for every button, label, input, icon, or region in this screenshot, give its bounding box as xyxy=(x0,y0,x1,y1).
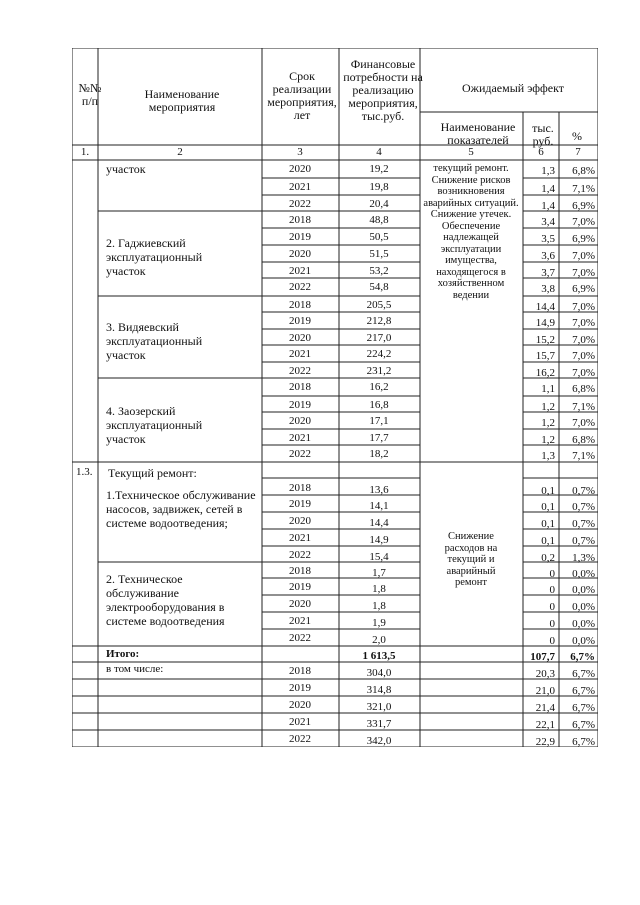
rub-cell: 21,0 xyxy=(535,685,555,697)
pct-cell: 6,9% xyxy=(572,233,595,245)
year-cell: 2020 xyxy=(289,699,311,711)
year-cell: 2021 xyxy=(289,716,311,728)
header-effect: Ожидаемый эффект xyxy=(461,81,565,95)
pct-cell: 7,1% xyxy=(572,450,595,462)
year-cell: 2020 xyxy=(289,163,311,175)
pct-cell: 7,0% xyxy=(572,350,595,362)
year-cell: 2022 xyxy=(289,549,311,561)
rub-cell: 14,9 xyxy=(535,317,555,329)
total-fin: 1 613,5 xyxy=(362,650,396,662)
pct-cell: 6,7% xyxy=(572,736,595,748)
rub-cell: 22,9 xyxy=(535,736,555,748)
incl-label: в том числе: xyxy=(106,663,164,675)
pct-cell: 0,7% xyxy=(572,501,595,513)
pct-cell: 7,0% xyxy=(572,367,595,379)
total-rub: 107,7 xyxy=(530,651,555,663)
fin-cell: 212,8 xyxy=(366,315,392,327)
fin-cell: 1,8 xyxy=(372,583,386,595)
rub-cell: 16,2 xyxy=(535,367,555,379)
rub-cell: 22,1 xyxy=(535,719,555,731)
fin-cell: 54,8 xyxy=(369,281,389,293)
pct-cell: 7,0% xyxy=(572,250,595,262)
pct-cell: 7,0% xyxy=(572,334,595,346)
rub-cell: 1,3 xyxy=(541,450,555,462)
rub-cell: 3,4 xyxy=(541,216,555,228)
pct-cell: 7,0% xyxy=(572,317,595,329)
fin-cell: 2,0 xyxy=(372,634,386,646)
fin-cell: 17,7 xyxy=(369,432,389,444)
fin-cell: 16,8 xyxy=(369,399,389,411)
rub-cell: 0 xyxy=(549,618,555,630)
rub-cell: 21,4 xyxy=(535,702,555,714)
fin-cell: 17,1 xyxy=(369,415,389,427)
header-fin: Финансовые потребности на реализацию мероприятия, тыс.руб. xyxy=(343,57,423,123)
year-cell: 2018 xyxy=(289,381,311,393)
year-cell: 2020 xyxy=(289,598,311,610)
pct-cell: 6,8% xyxy=(572,165,595,177)
measure-name: 2. Техническое обслуживание электрооборудования в системе водоотведения xyxy=(106,572,225,628)
year-cell: 2020 xyxy=(289,332,311,344)
fin-cell: 19,8 xyxy=(369,181,389,193)
pct-cell: 0,7% xyxy=(572,535,595,547)
pct-cell: 7,0% xyxy=(572,267,595,279)
header-name: Наименование мероприятия xyxy=(144,87,220,114)
year-cell: 2019 xyxy=(289,399,311,411)
fin-cell: 1,8 xyxy=(372,600,386,612)
rub-cell: 15,2 xyxy=(535,334,555,346)
rub-cell: 3,8 xyxy=(541,283,555,295)
rub-cell: 1,2 xyxy=(541,434,555,446)
year-cell: 2020 xyxy=(289,515,311,527)
measure-name: 1.Техническое обслуживание насосов, задвижек, сетей в системе водоотведения; xyxy=(106,488,256,530)
measure-name: 3. Видяевский эксплуатационный участок xyxy=(106,320,203,362)
column-number: 3 xyxy=(297,146,303,158)
year-cell: 2019 xyxy=(289,682,311,694)
year-cell: 2018 xyxy=(289,214,311,226)
pct-cell: 6,9% xyxy=(572,283,595,295)
fin-cell: 14,1 xyxy=(369,500,389,512)
fin-cell: 304,0 xyxy=(366,667,392,679)
section-number: 1.3. xyxy=(76,466,93,478)
total-label: Итого: xyxy=(106,648,140,660)
pct-cell: 7,0% xyxy=(572,301,595,313)
pct-cell: 7,0% xyxy=(572,417,595,429)
rub-cell: 0 xyxy=(549,635,555,647)
header-num: №№ п/п xyxy=(78,81,102,108)
rub-cell: 1,4 xyxy=(541,183,555,195)
pct-cell: 0,0% xyxy=(572,601,595,613)
effect-text: текущий ремонт. Снижение рисков возникновения аварийных ситуаций. Снижение утечек. Обеспечение надлежащей эксплуатации имущества, находящегося в хозяйственном ведении xyxy=(423,163,519,301)
column-number: 5 xyxy=(468,146,474,158)
measure-name: 2. Гаджиевский эксплуатационный участок xyxy=(106,236,203,278)
rub-cell: 0,2 xyxy=(541,552,555,564)
rub-cell: 15,7 xyxy=(535,350,555,362)
effect-text: Снижение расходов на текущий и аварийный ремонт xyxy=(444,531,498,588)
pct-cell: 6,8% xyxy=(572,434,595,446)
fin-cell: 217,0 xyxy=(366,332,392,344)
pct-cell: 0,0% xyxy=(572,568,595,580)
year-cell: 2019 xyxy=(289,498,311,510)
column-number: 4 xyxy=(376,146,382,158)
year-cell: 2021 xyxy=(289,348,311,360)
year-cell: 2022 xyxy=(289,198,311,210)
measures-table xyxy=(72,48,598,747)
year-cell: 2018 xyxy=(289,565,311,577)
column-number: 2 xyxy=(177,146,183,158)
rub-cell: 1,2 xyxy=(541,417,555,429)
year-cell: 2020 xyxy=(289,415,311,427)
fin-cell: 321,0 xyxy=(366,701,392,713)
header-indicators: Наименование показателей xyxy=(440,120,516,147)
year-cell: 2021 xyxy=(289,615,311,627)
fin-cell: 14,4 xyxy=(369,517,389,529)
header-term: Срок реализации мероприятия, лет xyxy=(267,69,337,122)
pct-cell: 6,7% xyxy=(572,719,595,731)
rub-cell: 0,1 xyxy=(541,485,555,497)
pct-cell: 0,0% xyxy=(572,635,595,647)
pct-cell: 0,7% xyxy=(572,485,595,497)
fin-cell: 50,5 xyxy=(369,231,389,243)
fin-cell: 19,2 xyxy=(369,163,389,175)
year-cell: 2020 xyxy=(289,248,311,260)
fin-cell: 20,4 xyxy=(369,198,389,210)
fin-cell: 48,8 xyxy=(369,214,389,226)
year-cell: 2019 xyxy=(289,231,311,243)
total-pct: 6,7% xyxy=(570,651,595,663)
rub-cell: 0 xyxy=(549,584,555,596)
pct-cell: 7,1% xyxy=(572,401,595,413)
fin-cell: 18,2 xyxy=(369,448,389,460)
year-cell: 2021 xyxy=(289,181,311,193)
year-cell: 2019 xyxy=(289,581,311,593)
rub-cell: 1,4 xyxy=(541,200,555,212)
header-rub: тыс. руб. xyxy=(532,121,554,148)
column-number: 7 xyxy=(575,146,581,158)
measure-name: 4. Заозерский эксплуатационный участок xyxy=(106,404,203,446)
pct-cell: 6,9% xyxy=(572,200,595,212)
year-cell: 2021 xyxy=(289,532,311,544)
fin-cell: 16,2 xyxy=(369,381,389,393)
fin-cell: 15,4 xyxy=(369,551,389,563)
rub-cell: 14,4 xyxy=(535,301,555,313)
rub-cell: 1,3 xyxy=(541,165,555,177)
year-cell: 2019 xyxy=(289,315,311,327)
pct-cell: 0,7% xyxy=(572,518,595,530)
header-pct: % xyxy=(572,129,582,143)
fin-cell: 53,2 xyxy=(369,265,389,277)
year-cell: 2022 xyxy=(289,281,311,293)
fin-cell: 231,2 xyxy=(366,365,392,377)
rub-cell: 3,7 xyxy=(541,267,555,279)
rub-cell: 0,1 xyxy=(541,518,555,530)
pct-cell: 6,7% xyxy=(572,702,595,714)
year-cell: 2021 xyxy=(289,265,311,277)
fin-cell: 1,9 xyxy=(372,617,386,629)
measure-name: участок xyxy=(106,162,146,176)
fin-cell: 51,5 xyxy=(369,248,389,260)
rub-cell: 1,2 xyxy=(541,401,555,413)
pct-cell: 6,7% xyxy=(572,685,595,697)
fin-cell: 224,2 xyxy=(366,348,392,360)
year-cell: 2022 xyxy=(289,632,311,644)
year-cell: 2022 xyxy=(289,448,311,460)
section-title: Текущий ремонт: xyxy=(108,466,197,480)
year-cell: 2018 xyxy=(289,665,311,677)
pct-cell: 7,1% xyxy=(572,183,595,195)
year-cell: 2022 xyxy=(289,733,311,745)
year-cell: 2018 xyxy=(289,482,311,494)
pct-cell: 0,0% xyxy=(572,584,595,596)
fin-cell: 14,9 xyxy=(369,534,389,546)
fin-cell: 342,0 xyxy=(366,735,392,747)
table-grid xyxy=(72,48,598,747)
year-cell: 2021 xyxy=(289,432,311,444)
year-cell: 2022 xyxy=(289,365,311,377)
column-number: 1. xyxy=(80,146,90,158)
column-number: 6 xyxy=(538,146,544,158)
fin-cell: 205,5 xyxy=(366,299,392,311)
pct-cell: 1,3% xyxy=(572,552,595,564)
rub-cell: 0,1 xyxy=(541,535,555,547)
fin-cell: 331,7 xyxy=(366,718,392,730)
fin-cell: 1,7 xyxy=(372,567,386,579)
pct-cell: 0,0% xyxy=(572,618,595,630)
fin-cell: 13,6 xyxy=(369,484,389,496)
pct-cell: 6,7% xyxy=(572,668,595,680)
rub-cell: 3,5 xyxy=(541,233,555,245)
fin-cell: 314,8 xyxy=(366,684,392,696)
rub-cell: 0,1 xyxy=(541,501,555,513)
year-cell: 2018 xyxy=(289,299,311,311)
rub-cell: 3,6 xyxy=(541,250,555,262)
rub-cell: 20,3 xyxy=(535,668,555,680)
pct-cell: 6,8% xyxy=(572,383,595,395)
pct-cell: 7,0% xyxy=(572,216,595,228)
rub-cell: 0 xyxy=(549,601,555,613)
rub-cell: 0 xyxy=(549,568,555,580)
rub-cell: 1,1 xyxy=(541,383,555,395)
